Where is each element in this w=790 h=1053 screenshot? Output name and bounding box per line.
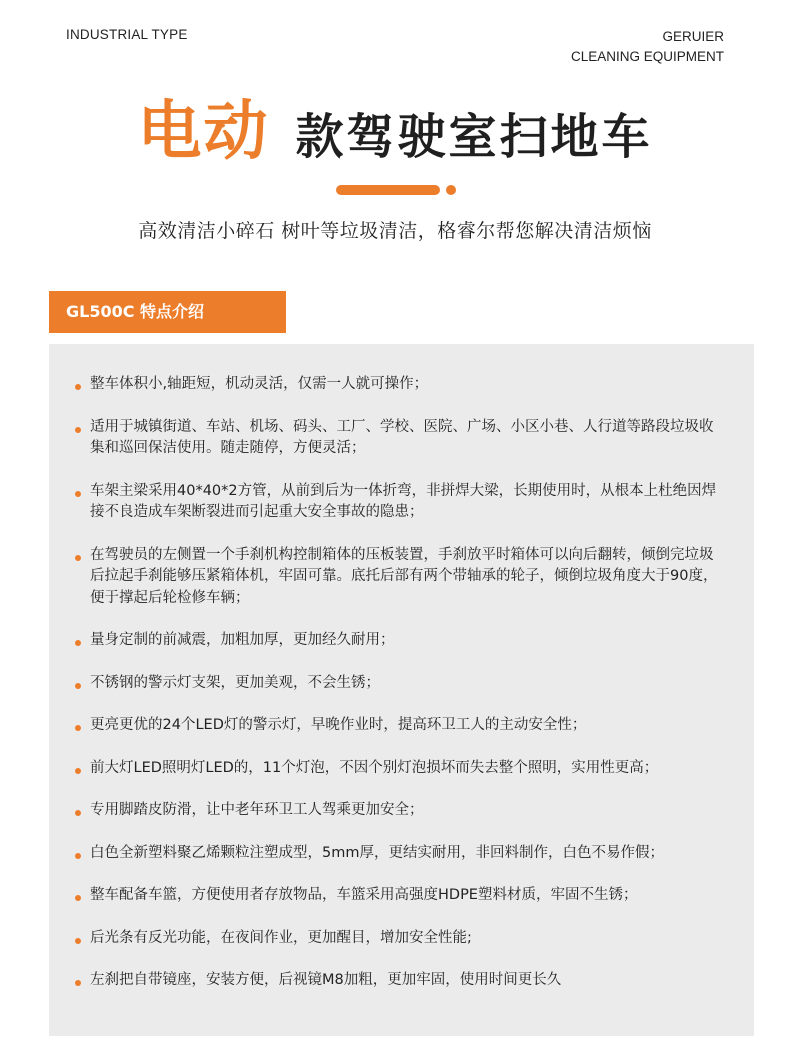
feature-item: 更亮更优的24个LED灯的警示灯，早晚作业时，提高环卫工人的主动安全性；	[71, 715, 726, 737]
feature-item: 专用脚踏皮防滑，让中老年环卫工人驾乘更加安全；	[71, 800, 726, 822]
feature-item: 不锈钢的警示灯支架，更加美观，不会生锈；	[71, 673, 726, 695]
feature-item: 后光条有反光功能，在夜间作业，更加醒目，增加安全性能;	[71, 928, 726, 950]
features-panel	[49, 344, 754, 1036]
divider-bar	[336, 185, 440, 195]
feature-item: 整车配备车篮，方便使用者存放物品，车篮采用高强度HDPE塑料材质，牢固不生锈；	[71, 885, 726, 907]
feature-item: 在驾驶员的左侧置一个手刹机构控制箱体的压板装置，手刹放平时箱体可以向后翻转，倾倒完垃圾后拉起手刹能够压紧箱体机，牢固可靠。底托后部有两个带轴承的轮子，倾倒垃圾角度大于90度，便于撑起后轮检修车辆；	[71, 545, 726, 610]
title-rest: 款驾驶室扫地车	[295, 109, 653, 165]
feature-item: 前大灯LED照明灯LED的，11个灯泡，不因个别灯泡损坏而失去整个照明，实用性更高；	[71, 758, 726, 780]
features-list	[71, 374, 726, 992]
feature-item: 整车体积小,轴距短，机动灵活，仅需一人就可操作；	[71, 374, 726, 396]
brand-label	[571, 27, 724, 67]
page-title	[0, 80, 790, 172]
brand-tagline: CLEANING EQUIPMENT	[570, 49, 724, 64]
feature-item: 车架主梁采用40*40*2方管，从前到后为一体折弯，非拼焊大梁，长期使用时，从根本上杜绝因焊接不良造成车架断裂进而引起重大安全事故的隐患；	[71, 481, 726, 524]
feature-item: 左刹把自带镜座，安装方便，后视镜M8加粗，更加牢固，使用时间更长久	[71, 970, 726, 992]
divider-dot	[446, 185, 456, 195]
brand-name: GERUIER	[662, 29, 724, 44]
feature-item: 量身定制的前减震，加粗加厚，更加经久耐用；	[71, 630, 726, 652]
title-highlight: 电动	[137, 95, 270, 169]
feature-item: 适用于城镇街道、车站、机场、码头、工厂、学校、医院、广场、小区小巷、人行道等路段垃圾收集和巡回保洁使用。随走随停，方便灵活；	[71, 417, 726, 460]
feature-item: 白色全新塑料聚乙烯颗粒注塑成型，5mm厚，更结实耐用，非回料制作，白色不易作假；	[71, 843, 726, 865]
section-tag: GL500C 特点介绍	[49, 291, 286, 333]
industrial-type-label: INDUSTRIAL TYPE	[66, 27, 188, 42]
subtitle: 高效清洁小碎石 树叶等垃圾清洁，格睿尔帮您解决清洁烦恼	[138, 220, 652, 242]
